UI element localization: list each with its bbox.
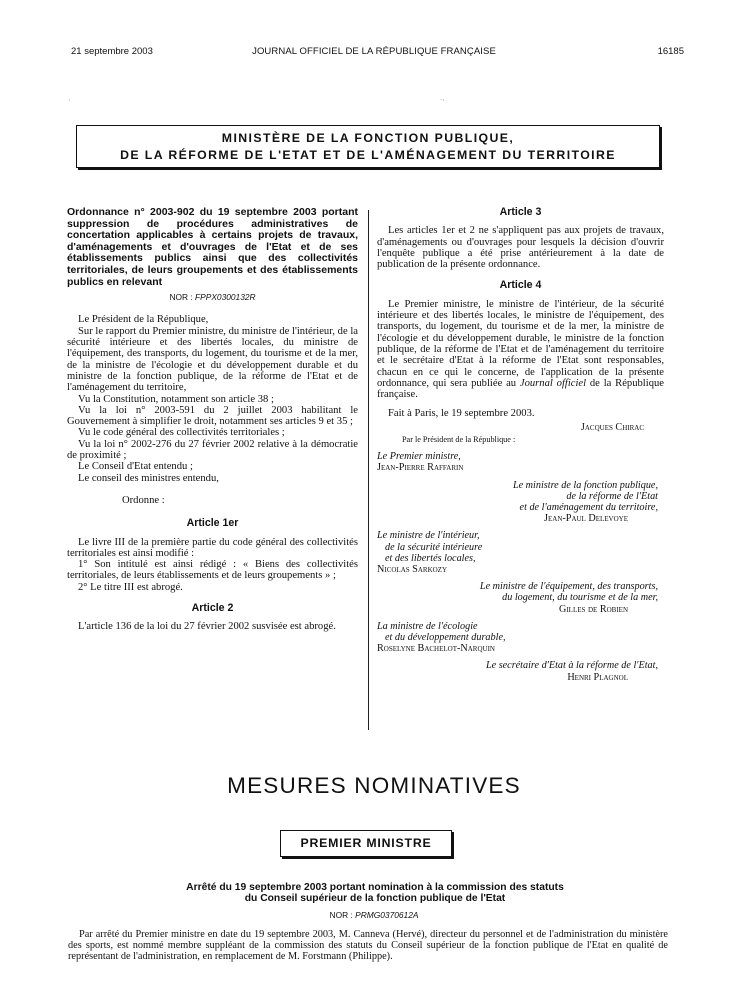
minister-title-line: Le Premier ministre, [377, 451, 461, 463]
minister-title-line: Le ministre de l'équipement, des transports, [479, 581, 658, 593]
nor-label: NOR : [169, 292, 193, 303]
minister-signature [377, 451, 664, 473]
article-1-paragraph: Le livre III de la première partie du code général des collectivités territoriales est ainsi modifié : [67, 536, 358, 559]
minister-name: Jean-Pierre Raffarin [377, 462, 464, 474]
minister-signature [377, 581, 664, 615]
header-journal-title: JOURNAL OFFICIEL DE LA RÉPUBLIQUE FRANÇAISE [252, 46, 496, 57]
article-3-text: Les articles 1er et 2 ne s'appliquent pas aux projets de travaux, d'aménagements ou d'ouvrages pour lesquels la décision d'ouvrir l'enquête publique a été prise antérieurement à la date de publication de la présente ordonnance. [377, 225, 664, 271]
premier-ministre-box: PREMIER MINISTRE [280, 830, 452, 857]
minister-title-line: du logement, du tourisme et de la mer, [502, 592, 658, 604]
signature-block [377, 451, 664, 683]
column-divider [368, 210, 369, 730]
minister-title-line: de la réforme de l'Etat [566, 490, 658, 502]
done-at-line: Fait à Paris, le 19 septembre 2003. [388, 408, 535, 420]
nor-code: PRMG0370612A [355, 910, 419, 920]
arrete-title [80, 882, 670, 904]
scan-speck: ˑ· [440, 96, 445, 105]
minister-name: Henri Plagnol [567, 671, 628, 683]
header-page-number: 16185 [657, 46, 684, 57]
minister-name: Gilles de Robien [558, 603, 628, 615]
journal-officiel-ref: Journal officiel [519, 377, 587, 389]
minister-name: Roselyne Bachelot-Narquin [377, 643, 495, 655]
article-4-heading: Article 4 [499, 279, 542, 292]
minister-title-line: Le ministre de l'intérieur, [377, 530, 480, 542]
minister-title-line: Le ministre de la fonction publique, [512, 479, 658, 491]
minister-title-line: La ministre de l'écologie [377, 620, 478, 632]
president-signature: Jacques Chirac [580, 421, 644, 433]
nor-code: FPPX0300132R [195, 292, 256, 303]
minister-name: Jean-Paul Delevoye [544, 513, 628, 525]
minister-title-line: Le secrétaire d'Etat à la réforme de l'Etat, [485, 660, 658, 672]
minister-title-line: et de l'aménagement du territoire, [519, 501, 658, 513]
article-1-paragraph: 2° Le titre III est abrogé. [78, 581, 183, 593]
arrete-nor [0, 910, 748, 920]
right-column [377, 207, 664, 683]
article-1-heading: Article 1er [186, 517, 239, 530]
left-column [67, 207, 358, 633]
ministry-name-line2: DE LA RÉFORME DE L'ETAT ET DE L'AMÉNAGEMENT DU TERRITOIRE [120, 148, 616, 162]
scan-speck: · [68, 96, 71, 105]
minister-signature [377, 530, 664, 575]
preamble-line: Vu la Constitution, notamment son article 38 ; [78, 393, 274, 405]
header-date: 21 septembre 2003 [71, 46, 153, 57]
preamble-line: Le Conseil d'Etat entendu ; [78, 461, 193, 473]
minister-signature [377, 660, 664, 682]
arrete-body [68, 930, 668, 963]
ministry-name-line1: MINISTÈRE DE LA FONCTION PUBLIQUE, [221, 131, 515, 145]
minister-title-line: de la sécurité intérieure [385, 541, 483, 553]
preamble-line: Le Président de la République, [78, 314, 209, 326]
article-3-heading: Article 3 [499, 206, 542, 218]
preamble-line: Vu le code général des collectivités territoriales ; [78, 427, 285, 439]
minister-title-line: et du développement durable, [385, 632, 506, 643]
preamble-line: Vu la loi n° 2003-591 du 2 juillet 2003 habilitant le Gouvernement à simplifier le droit, notamment ses articles 9 et 35 ; [67, 404, 358, 428]
arrete-paragraph: Par arrêté du Premier ministre en date du 19 septembre 2003, M. Canneva (Hervé), directeur du personnel et de l'administration du ministère des sports, est nommé membre suppléant de la commission des statuts du Conseil supérieur de la fonction publique de l'Etat en qualité de représentant de l'administration, en remplacement de M. Forstmann (Philippe). [68, 929, 668, 962]
minister-signature [377, 480, 664, 525]
ordonnance-nor [67, 292, 358, 303]
article-2-text: L'article 136 de la loi du 27 février 2002 susvisée est abrogé. [78, 621, 336, 633]
article-1-paragraph: 1° Son intitulé est ainsi rédigé : « Biens des collectivités territoriales, de leurs établissements et de leurs groupements » ; [67, 559, 358, 582]
ministry-banner [76, 125, 660, 168]
nor-label: NOR : [329, 910, 353, 920]
preamble-line: Le conseil des ministres entendu, [78, 472, 219, 484]
minister-name: Nicolas Sarkozy [377, 563, 448, 575]
article-4-text: Le Premier ministre, le ministre de l'intérieur, de la sécurité intérieure et des libertés locales, le ministre de l'équipement, des transports, du logement, du tourisme et de la mer, la ministre de l'écologie et du développement durable, le ministre de la fonction publique, de la réforme de l'Etat et de l'aménagement du territoire et le secrétaire d'Etat à la réforme de l'Etat sont responsables, chacun en ce qui le concerne, de l'application de la présente ordonnance, qui sera publiée au Journal officiel de la République française. [377, 298, 664, 401]
par-le-president: Par le Président de la République : [402, 434, 516, 444]
article-2-heading: Article 2 [191, 601, 234, 614]
ordonnance-title: Ordonnance n° 2003-902 du 19 septembre 2003 portant suppression de procédures administratives de concertation applicables à certains projets de travaux, d'aménagements et d'ouvrages de l'Etat et de ses établissements publics ainsi que des collectivités territoriales, de leurs groupements et des établissements publics en relevant [67, 206, 358, 288]
minister-signature [377, 621, 664, 655]
arrete-title-line2: du Conseil supérieur de la fonction publique de l'Etat [244, 893, 506, 905]
preamble-line: Sur le rapport du Premier ministre, du ministre de l'intérieur, de la sécurité intérieure et des libertés locales, du ministre de l'équipement, des transports, du logement, du tourisme et de la mer, de la ministre de l'écologie et du développement durable et du ministre de la fonction publique, de la réforme de l'Etat et de l'aménagement du territoire, [67, 325, 358, 394]
section-heading: MESURES NOMINATIVES [227, 773, 521, 798]
ordonne-line: Ordonne : [122, 494, 165, 506]
arrete-title-line1: Arrêté du 19 septembre 2003 portant nomination à la commission des statuts [186, 882, 564, 893]
minister-title-line: et des libertés locales, [385, 552, 476, 564]
preamble-line: Vu la loi n° 2002-276 du 27 février 2002 relative à la démocratie de proximité ; [67, 438, 358, 462]
